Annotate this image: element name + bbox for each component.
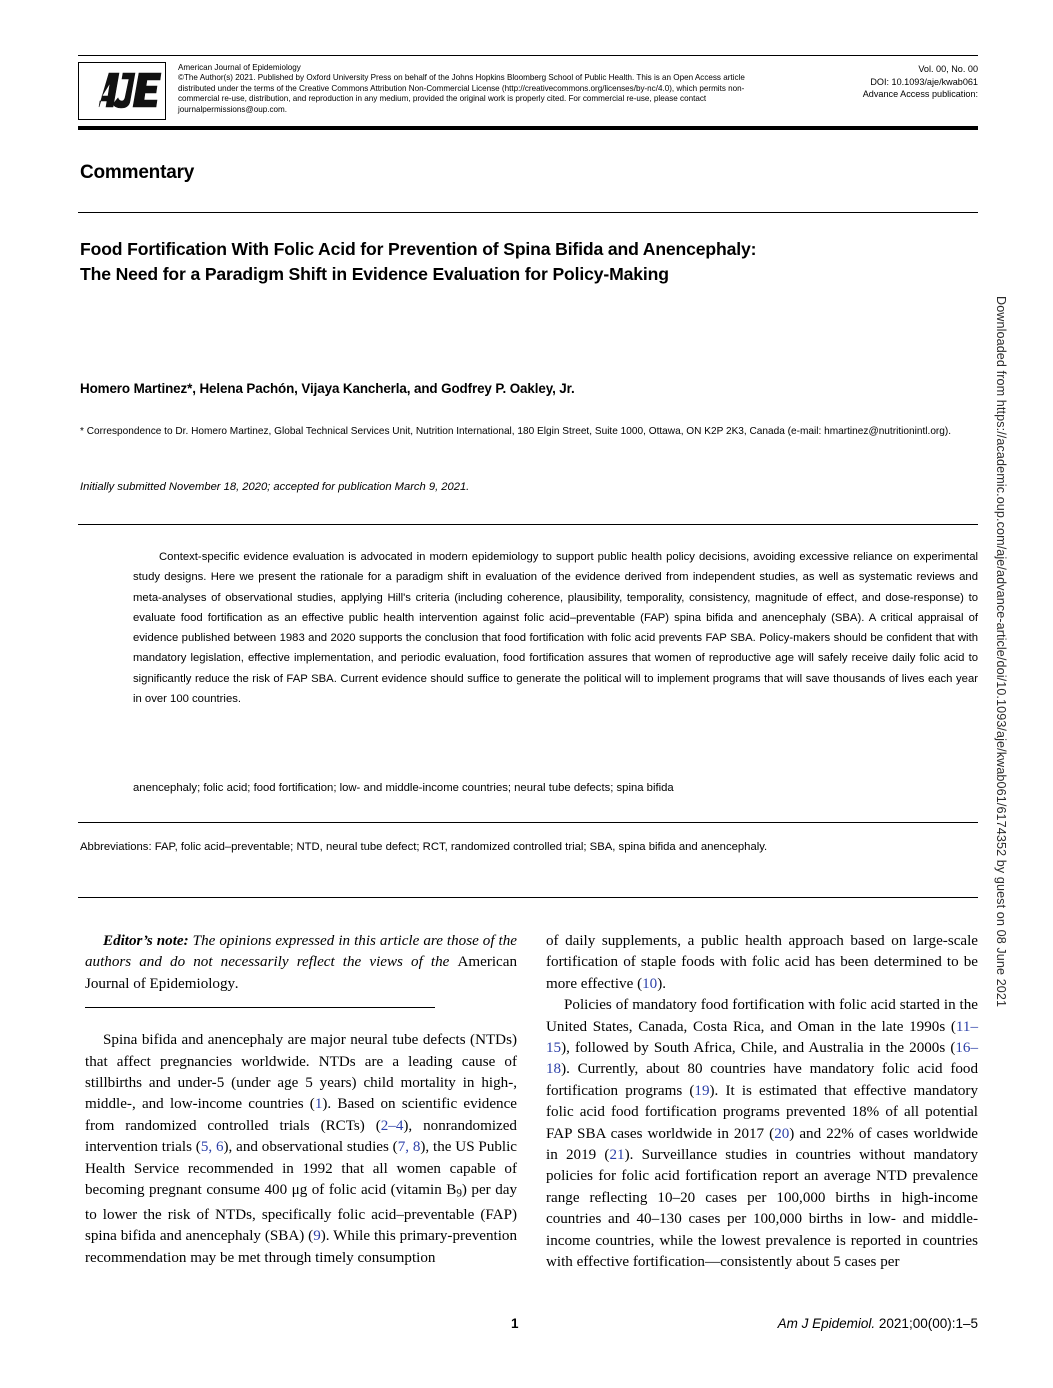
text-segment: ) per day to lower the risk of NTDs, specifically folic acid–preventable (FAP) spina bifida and anencephaly (SBA) (	[85, 1182, 517, 1245]
vitamin-b-subscript: 9	[456, 1187, 462, 1200]
editors-note-text-2: .	[235, 975, 239, 992]
abbreviations-divider-top	[78, 822, 978, 823]
text-segment: Policies of mandatory food fortification with folic acid started in the United States, Canada, Costa Rica, and Oman in the late 1990s (	[546, 997, 978, 1035]
reference-link-9[interactable]: 9	[313, 1228, 321, 1245]
text-segment: ).	[657, 975, 667, 992]
text-segment: ) and 22% of cases worldwide in 2019 (	[546, 1125, 978, 1164]
title-divider	[78, 212, 978, 213]
text-segment: of daily supplements, a public health approach based on large-scale fortification of staple foods with folic acid has been determined to be more effective (	[546, 933, 978, 992]
editors-note-text-1: The opinions expressed in this article are those of the authors and do not necessarily reflect the views of the	[85, 933, 517, 971]
body-column-left	[85, 931, 517, 1269]
text-segment: ). Currently, about 80 countries have mandatory folic acid food fortification programs (	[546, 1061, 978, 1099]
text-segment: ). Surveillance studies in countries without mandatory policies for folic acid fortification report an average NTD prevalence range reflecting 10–20 cases per 100,000 births in high-income countries and 40–130 cases per 100,000 births in low- and middle-income countries, while the lowest prevalence is reported in countries with effective fortification—consistently about 5 cases per	[546, 1147, 978, 1271]
reference-link-7-8[interactable]: 7, 8	[397, 1139, 421, 1156]
text-segment: ), followed by South Africa, Chile, and Australia in the 2000s (	[561, 1040, 956, 1057]
copyright-block	[178, 62, 773, 115]
text-segment: ), and observational studies (	[223, 1139, 398, 1156]
text-segment: ), the US Public Health Service recommended in 1992 that all women capable of becoming pregnant consume 400 μg of folic acid (vitamin B	[85, 1139, 518, 1199]
editors-note-label: Editor’s note:	[103, 933, 189, 949]
editors-note-divider	[85, 1007, 435, 1008]
citation-journal: Am J Epidemiol.	[777, 1316, 876, 1331]
download-watermark: Downloaded from https://academic.oup.com/aje/advance-article/doi/10.1093/aje/kwab061/6174352 by guest on 08 June 2021	[994, 296, 1008, 1008]
abstract	[133, 547, 978, 709]
correspondence-note: * Correspondence to Dr. Homero Martinez, Global Technical Services Unit, Nutrition International, 180 Elgin Street, Suite 1000, Ottawa, ON K2P 2K3, Canada (e-mail: hmartinez@nutritionintl.org).	[80, 426, 952, 437]
submission-dates: Initially submitted November 18, 2020; accepted for publication March 9, 2021.	[80, 481, 470, 493]
reference-link-10[interactable]: 10	[642, 975, 658, 992]
abbreviations: Abbreviations: FAP, folic acid–preventable; NTD, neural tube defect; RCT, randomized controlled trial; SBA, spina bifida and anencephaly.	[80, 841, 768, 853]
citation-detail: 2021;00(00):1–5	[875, 1316, 978, 1331]
editors-note	[85, 931, 517, 995]
masthead	[78, 55, 978, 130]
masthead-bottom-rule	[78, 126, 978, 130]
page-title: Food Fortification With Folic Acid for Prevention of Spina Bifida and Anencephaly: The Need for a Paradigm Shift in Evidence Evaluation for Policy-Making	[80, 238, 757, 285]
author-list: Homero Martinez*, Helena Pachón, Vijaya Kancherla, and Godfrey P. Oakley, Jr.	[80, 381, 575, 396]
reference-link-16-18[interactable]: 16–18	[546, 1040, 978, 1078]
editors-note-journal: American Journal of Epidemiology	[85, 954, 517, 992]
citation-line	[778, 1316, 978, 1331]
reference-link-11-15[interactable]: 11–15	[546, 1018, 978, 1057]
reference-link-20[interactable]: 20	[774, 1125, 790, 1142]
reference-link-2-4[interactable]: 2–4	[380, 1117, 404, 1134]
abstract-text: Context-specific evidence evaluation is advocated in modern epidemiology to support public health policy decisions, avoiding excessive reliance on experimental study designs. Here we present the rationale for a paradigm shift in evaluation of the evidence derived from independent studies, as well as systematic reviews and meta-analyses of observational studies, applying Hill's criteria (including coherence, plausibility, temporality, consistency, magnitude of effect, and dose-response) to evaluate food fortification as an effective public health intervention against folic acid–preventable (FAP) spina bifida and anencephaly (SBA). A critical appraisal of evidence published between 1983 and 2020 supports the conclusion that food fortification with folic acid prevents FAP SBA. Policy-makers should be confident that with mandatory legislation, effective implementation, and periodic evaluation, food fortification assures that women of reproductive age will safely receive daily folic acid to significantly reduce the risk of FAP SBA. Current evidence should suffice to generate the political will to implement programs that will save thousands of lives each year in over 100 countries.	[133, 551, 978, 706]
paragraph-supplements	[546, 931, 978, 995]
journal-name: American Journal of Epidemiology	[178, 63, 301, 72]
page-number: 1	[511, 1316, 519, 1331]
reference-link-21[interactable]: 21	[609, 1147, 625, 1164]
volume-block	[773, 62, 978, 101]
text-segment: ). While this primary-prevention recommendation may be met through timely consumption	[85, 1228, 518, 1266]
doi-text: DOI: 10.1093/aje/kwab061	[870, 76, 978, 87]
section-label: Commentary	[80, 162, 195, 183]
paragraph-policies	[546, 995, 978, 1273]
reference-link-5-6[interactable]: 5, 6	[200, 1139, 224, 1156]
abbreviations-divider-bottom	[78, 897, 978, 898]
reference-link-19[interactable]: 19	[694, 1082, 710, 1099]
text-segment: Spina bifida and anencephaly are major neural tube defects (NTDs) that affect pregnancies worldwide. NTDs are a leading cause of stillbirths and under-5 (under age 5 years) child mortality in high-, middle-, and low-income countries (	[85, 1032, 517, 1113]
aje-logo-icon	[79, 63, 165, 119]
advance-access-text: Advance Access publication:	[862, 89, 978, 100]
body-column-right	[546, 931, 978, 1274]
copyright-text: ©The Author(s) 2021. Published by Oxford University Press on behalf of the Johns Hopkins Bloomberg School of Public Health. This is an Open Access article distributed under the terms of the Creative Commons Attribution Non-Commercial License (http://creativecommons.org/licenses/by-nc/4.0), which permits non-commercial re-use, distribution, and reproduction in any medium, provided the original work is properly cited. For commercial re-use, please contact journalpermissions@oup.com.	[178, 73, 745, 114]
volume-number: Vol. 00, No. 00	[918, 64, 978, 74]
text-segment: ), nonrandomized intervention trials (	[85, 1117, 517, 1156]
reference-link-1[interactable]: 1	[314, 1096, 323, 1113]
text-segment: ). It is estimated that effective mandatory folic acid food fortification programs prevented 18% of all potential FAP SBA cases worldwide in 2017 (	[546, 1082, 979, 1142]
text-segment: ). Based on scientific evidence from randomized controlled trials (RCTs) (	[85, 1096, 517, 1134]
paragraph-intro	[85, 1030, 517, 1269]
aje-logo	[78, 62, 166, 120]
keywords: anencephaly; folic acid; food fortification; low- and middle-income countries; neural tube defects; spina bifida	[133, 782, 674, 794]
abstract-divider-top	[78, 524, 978, 525]
